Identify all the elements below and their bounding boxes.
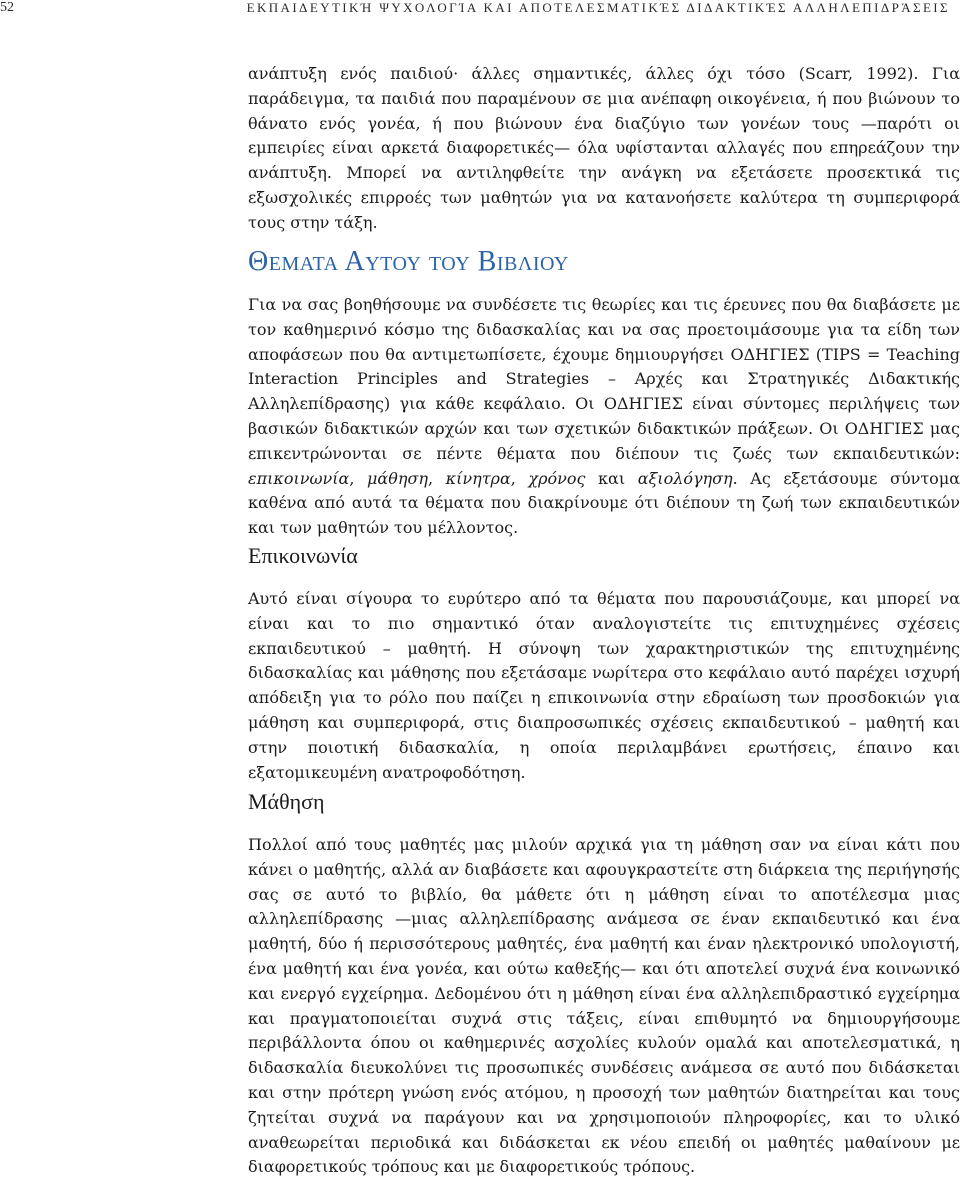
theme-separator: ,: [349, 468, 368, 488]
theme-separator: ,: [510, 468, 529, 488]
running-head: [0, 0, 960, 18]
intro-paragraph: ανάπτυξη ενός παιδιού· άλλες σημαντικές, άλλες όχι τόσο (Scarr, 1992). Για παράδειγμα, τα παιδιά που παραμένουν σε μια ανέπαφη οικογένεια, ή που βιώνουν το θάνατο ενός γονέα, ή που βιώνουν ένα διαζύγιο των γονέων τους —παρότι οι εμπειρίες είναι αρκετά διαφορετικές— όλα υφίστανται αλλαγές που επηρεάζουν την ανάπτυξη. Μπορεί να αντιληφθείτε την ανάγκη να εξετάσετε προσεκτικά τις εξωσχολικές επιρροές των μαθητών για να κατανοήσετε καλύτερα τη συμπεριφορά τους στην τάξη.: [248, 64, 960, 232]
themes-paragraph: [248, 293, 960, 541]
subheading-learning: Μάθηση: [248, 789, 325, 814]
section-heading-themes: Θεματα Αυτου του Βιβλιου: [248, 246, 569, 277]
running-head-title: ΕΚΠΑΙΔΕΥΤΙΚΉ ΨΥΧΟΛΟΓΊΑ ΚΑΙ ΑΠΟΤΕΛΕΣΜΑΤΙΚΈΣ ΔΙΔΑΚΤΙΚΈΣ ΑΛΛΗΛΕΠΙΔΡΆΣΕΙΣ: [246, 0, 950, 15]
theme-learning: μάθηση: [367, 468, 428, 488]
theme-communication: επικοινωνία: [248, 468, 350, 488]
learning-paragraph: Πολλοί από τους μαθητές μας μιλούν αρχικά για τη μάθηση σαν να είναι κάτι που κάνει ο μαθητής, αλλά αν διαβάσετε και αφουγκραστείτε στη διάρκεια της περιήγησής σας σε αυτό το βιβλίο, θα μάθετε ότι η μάθηση είναι το αποτέλεσμα μιας αλληλεπίδρασης —μιας αλληλεπίδρασης ανάμεσα σε έναν εκπαιδευτικό και ένα μαθητή, δύο ή περισσότερους μαθητές, ένα μαθητή και έναν ηλεκτρονικό υπολογιστή, ένα μαθητή και ένα γονέα, και ούτω καθεξής— και ότι αποτελεί συχνά ένα κοινωνικό και ενεργό εγχείρημα. Δεδομένου ότι η μάθηση είναι ένα αλληλεπιδραστικό εγχείρημα και πραγματοποιείται συχνά στις τάξεις, είναι επιθυμητό να δημιουργήσουμε περιβάλλοντα όπου οι καθημερινές ασχολίες κυλούν ομαλά και αποτελεσματικά, η διδασκαλία διευκολύνει τις προσωπικές συνδέσεις ανάμεσα σε αυτό που διδάσκεται και στην πρότερη γνώση ενός ατόμου, η προσοχή των μαθητών διατηρείται και τους ζητείται συχνά να παράγουν και να χρησιμοποιούν πληροφορίες, και το υλικό αναθεωρείται περιοδικά και διδάσκεται εκ νέου επειδή οι μαθητές μαθαίνουν με διαφορετικούς τρόπους και με διαφορετικούς τρόπους.: [248, 835, 960, 1177]
page-number: 52: [0, 0, 14, 15]
subheading-communication: Επικοινωνία: [248, 543, 358, 568]
theme-separator: και: [585, 468, 638, 488]
themes-text-part2: . Ας εξετάσουμε σύντομα καθένα από αυτά τα θέματα που διακρίνουμε ότι διέπουν τη ζωή των εκπαιδευτικών και των μαθητών του μέλλοντος.: [248, 468, 960, 538]
theme-separator: ,: [427, 468, 446, 488]
theme-motivation: κίνητρα: [445, 468, 511, 488]
theme-time: χρόνος: [528, 468, 586, 488]
theme-assessment: αξιολόγηση: [637, 468, 733, 488]
communication-paragraph: Αυτό είναι σίγουρα το ευρύτερο από τα θέματα που παρουσιάζουμε, και μπορεί να είναι και το πιο σημαντικό όταν αναλογιστείτε τις επιτυχημένες σχέσεις εκπαιδευτικού – μαθητή. Η σύνοψη των χαρακτηριστικών της επιτυχημένης διδασκαλίας και μάθησης που εξετάσαμε νωρίτερα στο κεφάλαιο αυτό παρέχει ισχυρή απόδειξη για το ρόλο που παίζει η επικοινωνία στην εδραίωση των προσδοκιών για μάθηση και συμπεριφορά, στις διαπροσωπικές σχέσεις εκπαιδευτικού – μαθητή και στην ποιοτική διδασκαλία, η οποία περιλαμβάνει ερωτήσεις, έπαινο και εξατομικευμένη ανατροφοδότηση.: [248, 589, 960, 782]
themes-text-part1: Για να σας βοηθήσουμε να συνδέσετε τις θεωρίες και τις έρευνες που θα διαβάσετε με τον καθημερινό κόσμο της διδασκαλίας και να σας προετοιμάσουμε για τα είδη των αποφάσεων που θα αντιμετωπίσετε, έχουμε δημιουργήσει ΟΔΗΓΙΕΣ (TIPS = Teaching Interaction Principles and Strategies – Αρχές και Στρατηγικές Διδακτικής Αλληλεπίδρασης) για κάθε κεφάλαιο. Οι ΟΔΗΓΙΕΣ είναι σύντομες περιλήψεις των βασικών διδακτικών αρχών και των σχετικών διδακτικών πράξεων. Οι ΟΔΗΓΙΕΣ μας επικεντρώνονται σε πέντε θέματα που διέπουν τις ζωές των εκπαιδευτικών:: [248, 295, 960, 463]
